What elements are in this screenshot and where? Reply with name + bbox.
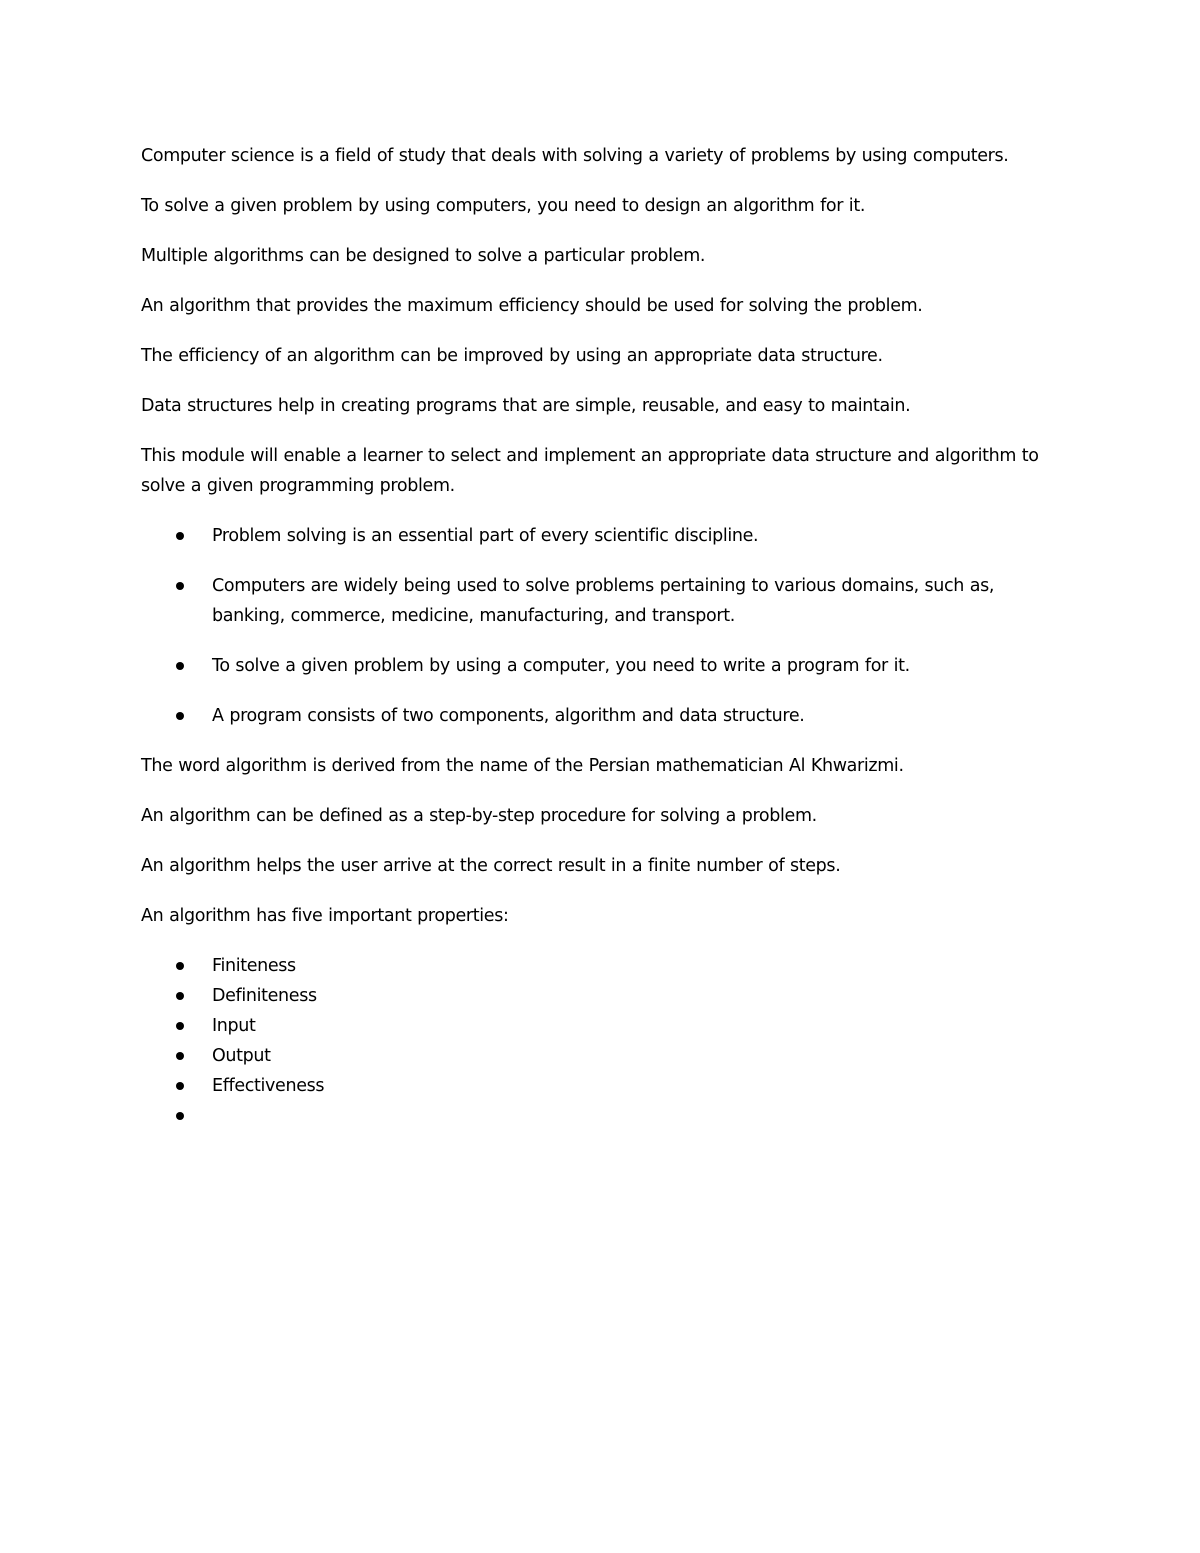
list-item-text: To solve a given problem by using a computer, you need to write a program for it. bbox=[212, 656, 910, 676]
bullet-icon bbox=[176, 662, 184, 670]
list-item bbox=[141, 1011, 1061, 1041]
paragraph-intro-7: This module will enable a learner to select and implement an appropriate data structure and algorithm to solve a given programming problem. bbox=[141, 446, 1039, 496]
bullet-icon bbox=[176, 1022, 184, 1030]
bullet-icon bbox=[176, 992, 184, 1000]
property-output: Output bbox=[212, 1046, 271, 1066]
list-item bbox=[141, 951, 1061, 981]
property-effectiveness: Effectiveness bbox=[212, 1076, 325, 1096]
list-item-empty bbox=[141, 1101, 1061, 1141]
property-definiteness: Definiteness bbox=[212, 986, 317, 1006]
document-body bbox=[141, 141, 1061, 1161]
bullet-icon bbox=[176, 1052, 184, 1060]
properties-list bbox=[141, 951, 1061, 1141]
list-item bbox=[141, 651, 1061, 681]
list-item bbox=[141, 1071, 1061, 1101]
property-input: Input bbox=[212, 1016, 256, 1036]
list-item-text: A program consists of two components, algorithm and data structure. bbox=[212, 706, 805, 726]
bullet-icon bbox=[176, 712, 184, 720]
bullet-icon bbox=[176, 532, 184, 540]
bullet-icon bbox=[176, 1112, 184, 1120]
list-item-text: Problem solving is an essential part of every scientific discipline. bbox=[212, 526, 759, 546]
paragraph-intro-4: An algorithm that provides the maximum efficiency should be used for solving the problem. bbox=[141, 296, 923, 316]
paragraph-middle-3: An algorithm helps the user arrive at the correct result in a finite number of steps. bbox=[141, 856, 841, 876]
paragraph-intro-2: To solve a given problem by using computers, you need to design an algorithm for it. bbox=[141, 196, 866, 216]
paragraph-intro-5: The efficiency of an algorithm can be improved by using an appropriate data structure. bbox=[141, 346, 883, 366]
paragraph-intro-6: Data structures help in creating programs that are simple, reusable, and easy to maintain. bbox=[141, 396, 911, 416]
list-item bbox=[141, 521, 1061, 551]
paragraph-middle-2: An algorithm can be defined as a step-by-step procedure for solving a problem. bbox=[141, 806, 817, 826]
paragraph-middle-1: The word algorithm is derived from the name of the Persian mathematician Al Khwarizmi. bbox=[141, 756, 904, 776]
paragraph-intro-1: Computer science is a field of study that deals with solving a variety of problems by using computers. bbox=[141, 146, 1009, 166]
list-item bbox=[141, 701, 1061, 731]
paragraph-intro-3: Multiple algorithms can be designed to solve a particular problem. bbox=[141, 246, 706, 266]
paragraph-middle-4: An algorithm has five important properties: bbox=[141, 906, 509, 926]
problem-solving-list bbox=[141, 521, 1061, 731]
bullet-icon bbox=[176, 1082, 184, 1090]
list-item bbox=[141, 571, 1061, 631]
bullet-icon bbox=[176, 582, 184, 590]
list-item-text: Computers are widely being used to solve problems pertaining to various domains, such as, banking, commerce, medicine, manufacturing, and transport. bbox=[212, 576, 995, 626]
bullet-icon bbox=[176, 962, 184, 970]
list-item bbox=[141, 1041, 1061, 1071]
list-item bbox=[141, 981, 1061, 1011]
property-finiteness: Finiteness bbox=[212, 956, 296, 976]
